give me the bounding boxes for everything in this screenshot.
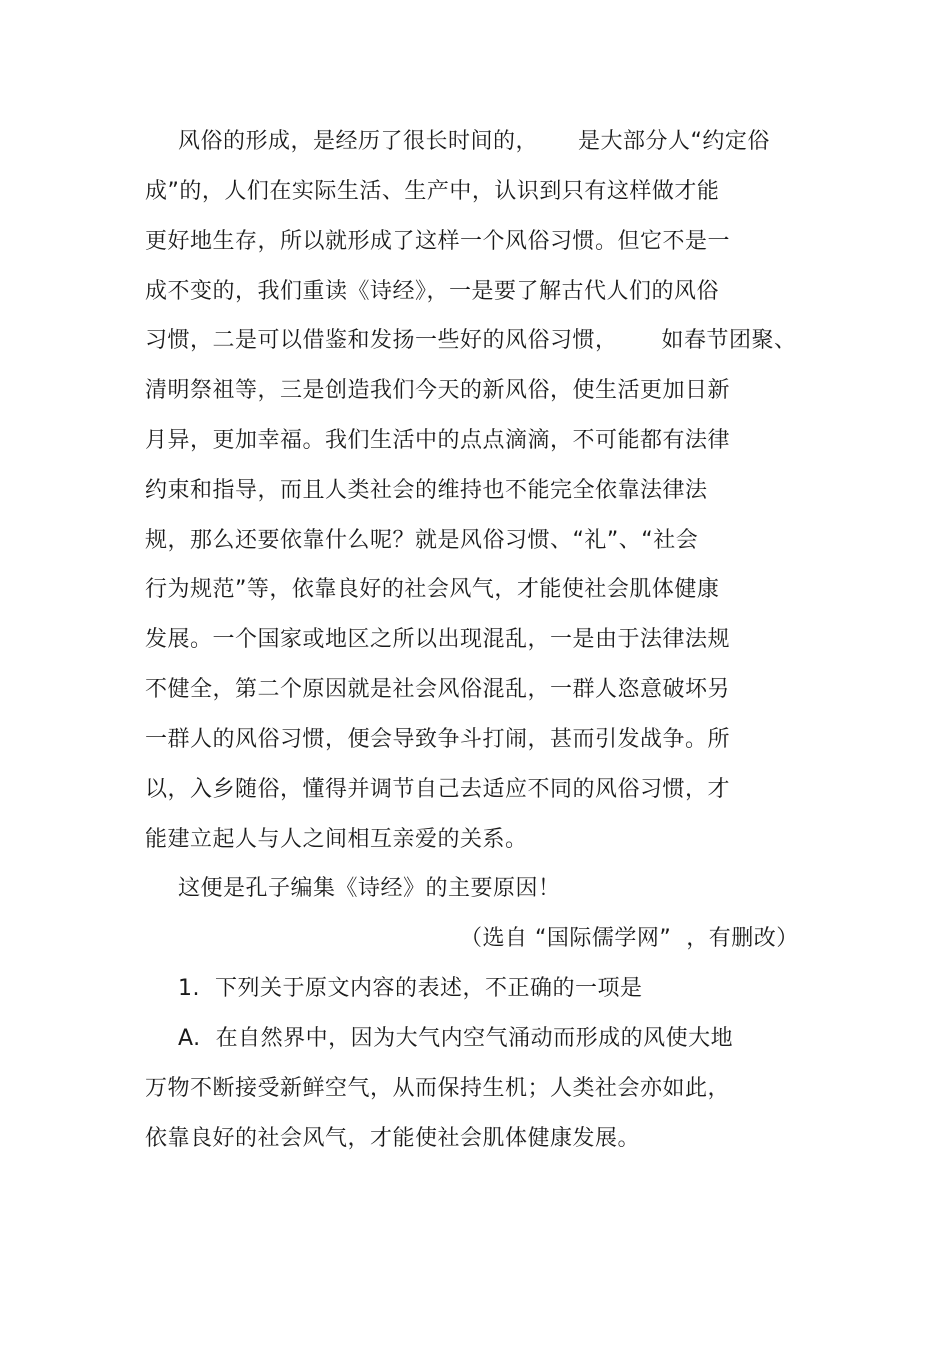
passage-line: 约束和指导，而且人类社会的维持也不能完全依靠法律法 [145, 478, 708, 503]
option-a-line: 万物不断接受新鲜空气，从而保持生机；人类社会亦如此， [145, 1076, 731, 1101]
question-stem: 1. 下列关于原文内容的表述，不正确的一项是 [178, 976, 643, 1001]
option-a-line: A. 在自然界中，因为大气内空气涌动而形成的风使大地 [178, 1026, 734, 1051]
passage-line [178, 127, 770, 157]
passage-line: 发展。一个国家或地区之所以出现混乱，一是由于法律法规 [145, 627, 731, 652]
passage-line: 清明祭祖等，三是创造我们今天的新风俗，使生活更加日新 [145, 378, 731, 403]
passage-text: 如春节团聚、 [661, 328, 797, 353]
passage-conclusion: 这便是孔子编集《诗经》的主要原因！ [178, 876, 561, 901]
passage-line: 以，入乡随俗，懂得并调节自己去适应不同的风俗习惯，才 [145, 777, 731, 802]
passage-line: 月异，更加幸福。我们生活中的点点滴滴，不可能都有法律 [145, 428, 731, 453]
passage-text: 风俗的形成，是经历了很长时间的， [178, 129, 539, 154]
option-a-line: 依靠良好的社会风气，才能使社会肌体健康发展。 [145, 1126, 641, 1151]
passage-text: 是大部分人“约定俗 [578, 129, 770, 154]
passage-line: 成不变的，我们重读《诗经》，一是要了解古代人们的风俗 [145, 279, 720, 304]
passage-line: 成”的，人们在实际生活、生产中，认识到只有这样做才能 [145, 179, 720, 204]
passage-text: 习惯，二是可以借鉴和发扬一些好的风俗习惯， [145, 328, 618, 353]
source-attribution: （选自 “国际儒学网” ，有删改） [460, 926, 799, 951]
passage-line: 更好地生存，所以就形成了这样一个风俗习惯。但它不是一 [145, 229, 731, 254]
passage-line [145, 326, 797, 356]
passage-line: 一群人的风俗习惯，便会导致争斗打闹，甚而引发战争。所 [145, 727, 731, 752]
passage-line: 行为规范”等，依靠良好的社会风气，才能使社会肌体健康 [145, 577, 720, 602]
passage-line: 不健全，第二个原因就是社会风俗混乱，一群人恣意破坏另 [145, 677, 731, 702]
passage-line: 规，那么还要依靠什么呢？就是风俗习惯、“礼”、“社会 [145, 528, 699, 553]
passage-line: 能建立起人与人之间相互亲爱的关系。 [145, 827, 528, 852]
